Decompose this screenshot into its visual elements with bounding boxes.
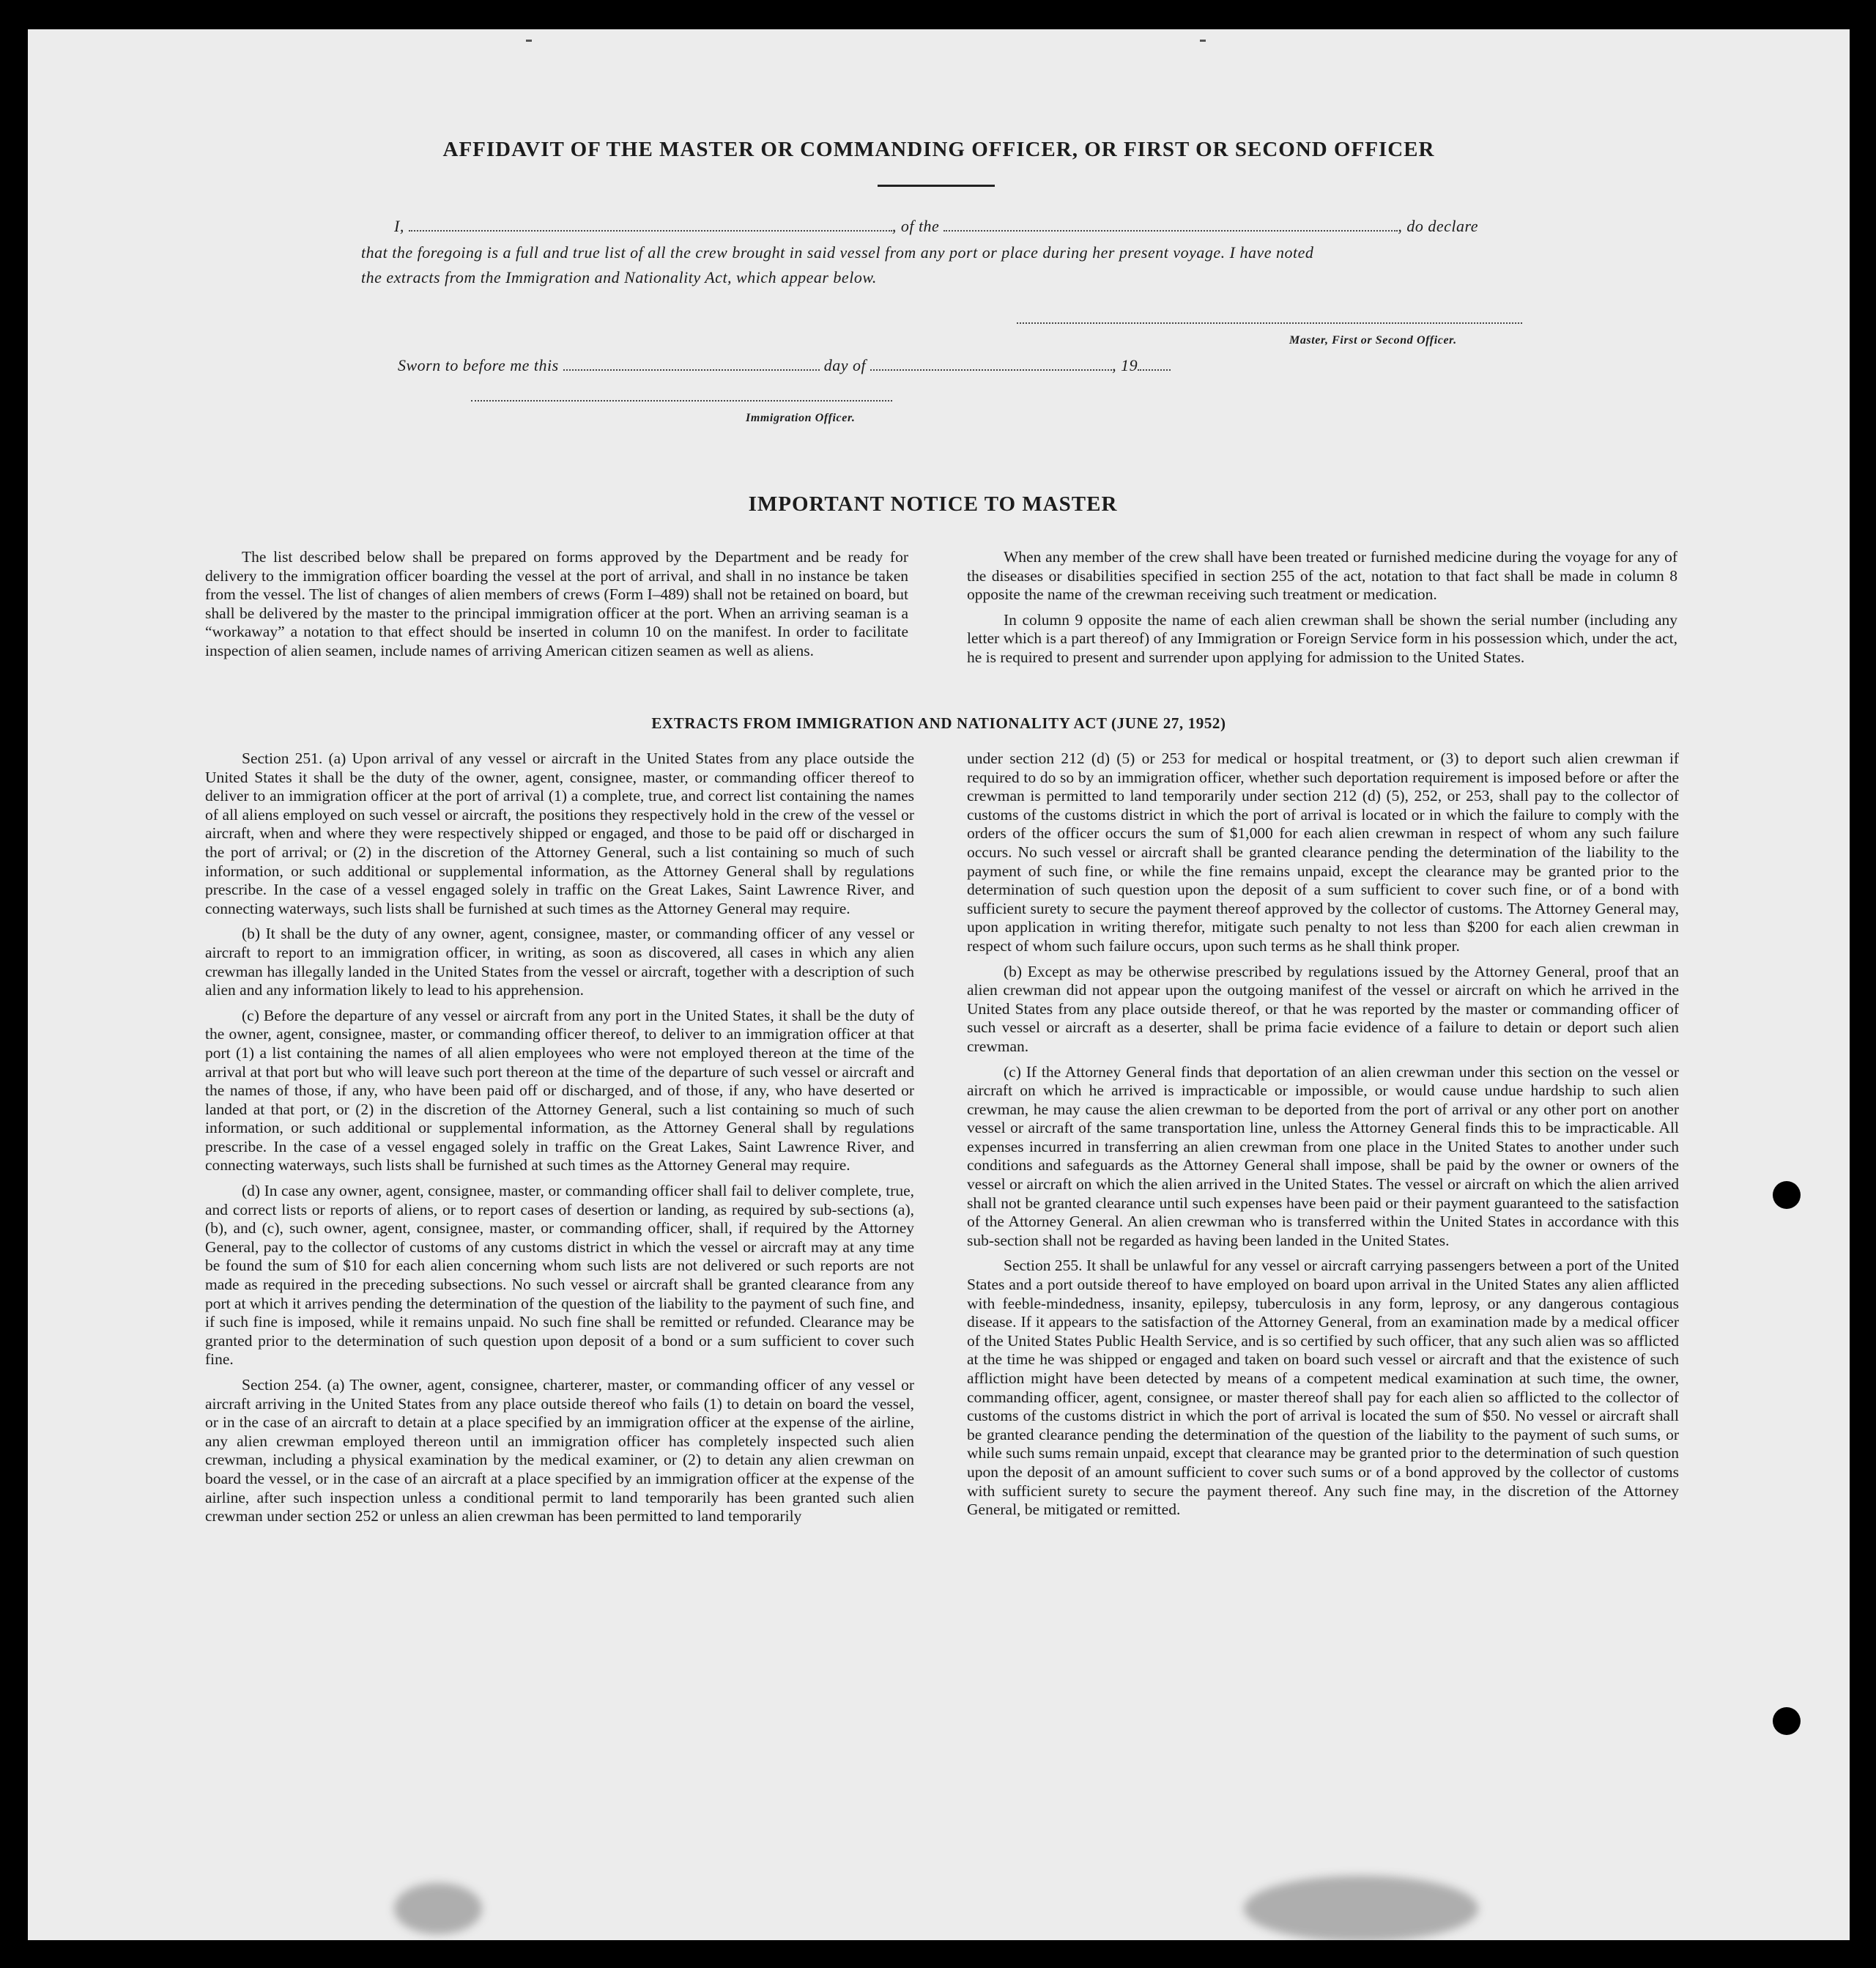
speck-mark xyxy=(526,40,532,42)
punch-hole-upper xyxy=(1773,1181,1801,1209)
declaration-line-3: the extracts from the Immigration and Nationality Act, which appear below. xyxy=(361,268,877,286)
sworn-label: Sworn to before me this xyxy=(398,356,559,374)
extracts-title: EXTRACTS FROM IMMIGRATION AND NATIONALITY ACT (JUNE 27, 1952) xyxy=(651,714,1226,732)
stain-mark xyxy=(394,1883,482,1934)
year-blank[interactable] xyxy=(1138,356,1171,371)
declaration-line-2: that the foregoing is a full and true list of all the crew brought in said vessel from any port or place during her present voyage. I have noted xyxy=(361,243,1314,262)
section-254a: Section 254. (a) The owner, agent, consignee, charterer, master, or commanding officer of any vessel or aircraft arriving in the United States from any place outside thereof who fails (1) to detain on board the vessel, or in the case of an aircraft to detain at a place specified by an immigration officer at the expense of the airline, any alien crewman employed thereon until an immigration officer has completely inspected such alien crewman, including a physical examination by the medical examiner, or (2) to detain any alien crewman on board the vessel, or in the case of an aircraft at a place specified by an immigration officer at the expense of the airline, after such inspection unless a conditional permit to land temporarily has been granted such alien crewman under section 252 or unless an alien crewman has been permitted to land temporarily xyxy=(205,1376,914,1525)
notice-left-paragraph: The list described below shall be prepared on forms approved by the Department and be ready for delivery to the immigration officer boarding the vessel at the port of arrival, and shall in no instance be taken from the vessel. The list of changes of alien members of crews (Form I–489) shall not be retained on board, but shall be delivered by the master to the principal immigration officer at the port. When an arriving seaman is a “workaway” a notation to that effect should be inserted in column 10 on the manifest. In order to facilitate inspection of alien seamen, include names of arriving American citizen seamen as well as aliens. xyxy=(205,548,908,659)
day-blank[interactable] xyxy=(563,356,820,371)
master-signature-line[interactable] xyxy=(1017,322,1522,324)
section-254c: (c) If the Attorney General finds that deportation of an alien crewman under this section on the vessel or aircraft on which he arrived is impracticable or impossible, or would cause undue hardship to such alien crewman, he may cause the alien crewman to be deported from the port of arrival or any other port on another vessel or aircraft of the same transportation line, unless the Attorney General finds this to be impracticable. All expenses incurred in transferring an alien crewman from one place in the United States to another under such conditions and safeguards as the Attorney General shall impose, shall be paid by the owner or owners of the vessel or aircraft on which the alien arrived in the United States. The vessel or aircraft on which the alien arrived shall not be granted clearance until such expenses have been paid or their payment guaranteed to the satisfaction of the Attorney General. An alien crewman who is transferred within the United States in accordance with this sub-section shall not be regarded as having been landed in the United States. xyxy=(967,1062,1679,1249)
year-label: , 19 xyxy=(1112,356,1138,374)
speck-mark xyxy=(1200,40,1206,42)
document-page xyxy=(28,29,1850,1940)
punch-hole-lower xyxy=(1773,1707,1801,1735)
i-label: I, xyxy=(394,217,404,235)
affidavit-title: AFFIDAVIT OF THE MASTER OR COMMANDING OFFICER, OR FIRST OR SECOND OFFICER xyxy=(442,138,1435,161)
section-254b: (b) Except as may be otherwise prescribed by regulations issued by the Attorney General, proof that an alien crewman did not appear upon the outgoing manifest of the vessel or aircraft on which he arrived in the United States from any place outside thereof, or that he was reported by the master or commanding officer of such vessel or aircraft as a deserter, shall be prima facie evidence of a failure to detain or deport such alien crewman. xyxy=(967,962,1679,1055)
master-caption: Master, First or Second Officer. xyxy=(1289,334,1457,347)
declaration-line-1 xyxy=(394,217,1581,236)
ink-smudge xyxy=(1244,1876,1478,1940)
sworn-line xyxy=(398,356,1584,375)
notice-left-column xyxy=(205,548,908,661)
notice-right-paragraph-1: When any member of the crew shall have been treated or furnished medicine during the voyage for any of the diseases or disabilities specified in section 255 of the act, notation to that fact shall be made in column 8 opposite the name of the crewman receiving such treatment or medication. xyxy=(967,548,1677,604)
section-251c: (c) Before the departure of any vessel or aircraft from any port in the United States, it shall be the duty of the owner, agent, consignee, master, or commanding officer thereof, to deliver to an immigration officer at that port (1) a list containing the names of all alien employees who were not employed thereon at the time of the arrival at that port but who will leave such port thereon at the time of the departure of such vessel or aircraft and the names of those, if any, who have been paid off or discharged, and of those, if any, who have deserted or landed at that port, or (2) in the discretion of the Attorney General, such a list containing so much of such information, or such additional or supplemental information, as the Attorney General shall by regulations prescribe. In the case of a vessel engaged solely in traffic on the Great Lakes, Saint Lawrence River, and connecting waterways, such lists shall be furnished at such times as the Attorney General may require. xyxy=(205,1006,914,1174)
section-251b: (b) It shall be the duty of any owner, agent, consignee, master, or commanding officer of any vessel or aircraft to report to an immigration officer, in writing, as soon as discovered, all cases in which any alien crewman has illegally landed in the United States from the vessel or aircraft, together with a description of such alien and any information likely to lead to his apprehension. xyxy=(205,925,914,999)
notice-right-paragraph-2: In column 9 opposite the name of each alien crewman shall be shown the serial number (including any letter which is a part thereof) of any Immigration or Foreign Service form in his possession which, under the act, he is required to present and surrender upon applying for admission to the United States. xyxy=(967,610,1677,666)
officer-caption: Immigration Officer. xyxy=(746,412,856,424)
section-251d: (d) In case any owner, agent, consignee, master, or commanding officer shall fail to deliver complete, true, and correct lists or reports of aliens, or to report cases of desertion or landing, as required by sub-sections (a), (b), and (c), such owner, agent, consignee, master, or commanding officer, shall, if required by the Attorney General, pay to the collector of customs of any customs district in which the vessel or aircraft may at any time be found the sum of $10 for each alien concerning whom such lists are not delivered or such reports are not made as required in the preceding subsections. No such vessel or aircraft shall be granted clearance from any port at which it arrives pending the determination of the question of the liability to the payment of such fine, and if such fine is imposed, while it remains unpaid. No such fine shall be remitted or refunded. Clearance may be granted prior to the determination of such question upon deposit of a bond or a sum sufficient to cover such fine. xyxy=(205,1182,914,1369)
section-254a-continued: under section 212 (d) (5) or 253 for medical or hospital treatment, or (3) to deport such alien crewman if required to do so by an immigration officer, whether such deportation requirement is imposed before or after the crewman is permitted to land temporarily under section 212 (d) (5), 252, or 253, shall pay to the collector of customs of the customs district in which the port of arrival is located or in which the failure to comply with the orders of the officer occurs the sum of $1,000 for each alien crewman in respect of whom any such failure occurs. No such vessel or aircraft shall be granted clearance pending the determination of the liability to the payment of such fine, or while the fine remains unpaid, except the clearance may be granted prior to the determination of such question upon the deposit of a sum sufficient to cover such fine, or of a bond with sufficient surety to secure the payment thereof approved by the collector of customs. The Attorney General may, upon application in writing therefor, mitigate such penalty to not less than $200 for each alien crewman in respect of whom such failure occurs, upon such terms as he shall think proper. xyxy=(967,750,1679,955)
section-255: Section 255. It shall be unlawful for any vessel or aircraft carrying passengers between a port of the United States and a port outside thereof to have employed on board upon arrival in the United States any alien afflicted with feeble-mindedness, insanity, epilepsy, tuberculosis in any form, leprosy, or any dangerous contagious disease. If it appears to the satisfaction of the Attorney General, from an examination made by a medical officer of the United States Public Health Service, and is so certified by such officer, that any such alien was so afflicted at the time he was shipped or engaged and taken on board such vessel or aircraft and that the existence of such affliction might have been detected by means of a competent medical examination at such time, the owner, commanding officer, agent, consignee, or master thereof shall pay for each alien so afflicted to the collector of customs of the customs district in which the port of arrival is located the sum of $50. No vessel or aircraft shall be granted clearance pending the determination of the question of the liability to the payment of such sums, or while such sums remain unpaid, except that clearance may be granted prior to the determination of such question upon the deposit of an amount sufficient to cover such sums or of a bond approved by the collector of customs with sufficient surety to secure the payment thereof. Any such fine may, in the discretion of the Attorney General, be mitigated or remitted. xyxy=(967,1257,1679,1519)
notice-title: IMPORTANT NOTICE TO MASTER xyxy=(748,492,1118,516)
notice-right-column xyxy=(967,548,1677,667)
month-blank[interactable] xyxy=(870,356,1112,371)
title-rule xyxy=(878,185,995,187)
of-the-label: , of the xyxy=(891,217,940,235)
extracts-left-column xyxy=(205,750,914,1526)
do-declare-label: , do declare xyxy=(1398,217,1478,235)
section-251a: Section 251. (a) Upon arrival of any vessel or aircraft in the United States from any place outside the United States it shall be the duty of the owner, agent, consignee, master, or commanding officer thereof to deliver to an immigration officer at the port of arrival (1) a complete, true, and correct list containing the names of all aliens employed on such vessel or aircraft, the positions they respectively hold in the crew of the vessel or aircraft, when and where they were respectively shipped or engaged, and those to be paid off or discharged in the port of arrival; or (2) in the discretion of the Attorney General, such a list containing so much of such information, or such additional or supplemental information, as the Attorney General shall by regulations prescribe. In the case of a vessel engaged solely in traffic on the Great Lakes, Saint Lawrence River, and connecting waterways, such lists shall be furnished at such times as the Attorney General may require. xyxy=(205,750,914,917)
extracts-right-column xyxy=(967,750,1679,1520)
vessel-blank[interactable] xyxy=(943,217,1398,232)
name-blank[interactable] xyxy=(409,217,892,232)
day-of-label: day of xyxy=(823,356,867,374)
officer-signature-line[interactable] xyxy=(471,400,892,402)
